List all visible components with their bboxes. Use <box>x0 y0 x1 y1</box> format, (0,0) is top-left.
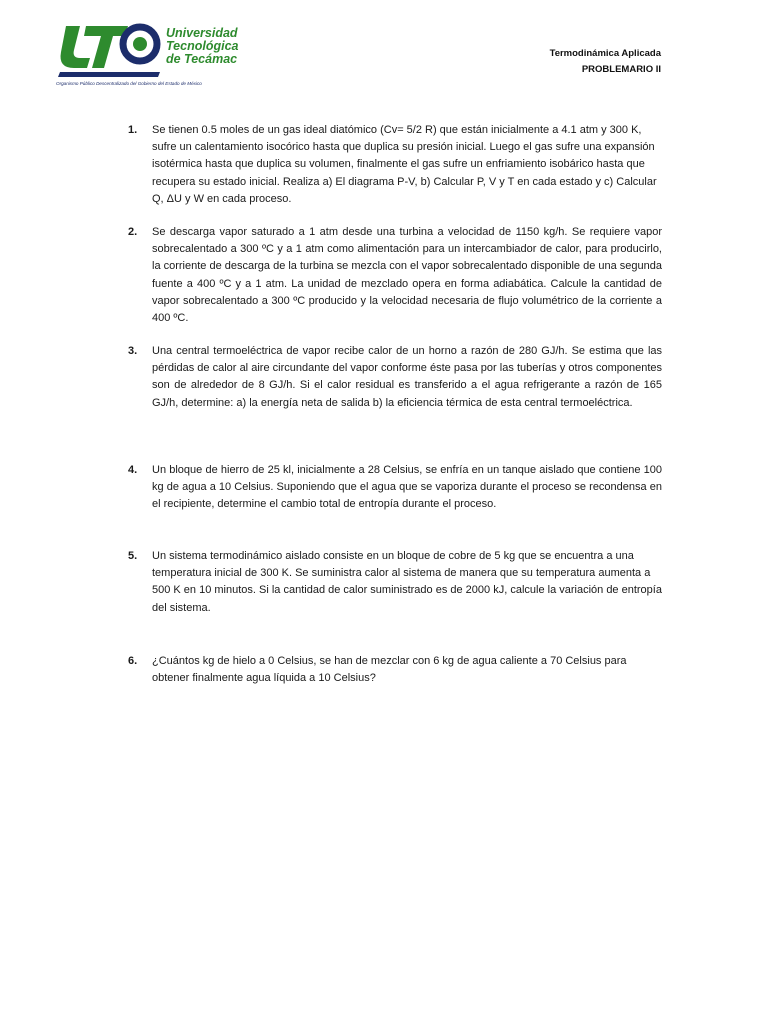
problem-set-title: PROBLEMARIO II <box>581 64 661 75</box>
problem-text: Se descarga vapor saturado a 1 atm desde una turbina a velocidad de 1150 kg/h. Se requiere vapor sobrecalentado a 300 ºC y a 1 atm como alimentación para un intercambiador de calor, para producirlo, la corriente de descarga de la turbina se mezcla con el vapor sobrecalentado disponible de una segunda fuente a 400 ºC y a 1 atm. La unidad de mezclado opera en forma adiabática. Calcule la cantidad de vapor sobrecalentado a 300 ºC producido y la velocidad necesaria de flujo volumétrico de la corriente a 400 ºC. <box>152 226 663 325</box>
university-name-line-2: Tecnológica <box>166 39 239 53</box>
problem-text: Un sistema termodinámico aislado consiste en un bloque de cobre de 5 kg que se encuentra a una temperatura inicial de 300 K. Se suministra calor al sistema de manera que su temperatura aumenta a 500 K en 10 minutos. Si la cantidad de calor suministrado es de 2000 kJ, calcule la variación de entropía del sistema. <box>152 550 662 614</box>
problem-text: Una central termoeléctrica de vapor recibe calor de un horno a razón de 280 GJ/h. Se estima que las pérdidas de calor al aire circundante del vapor conforme éste pasa por las tuberías y otros componentes son de alrededor de 8 GJ/h. Si el calor residual es transferido a el agua refrigerante a razón de 165 GJ/h, determine: a) la energía neta de salida b) la eficiencia térmica de esta central termoeléctrica. <box>152 345 662 409</box>
problem-number: 6. <box>128 655 138 667</box>
university-name <box>166 27 238 66</box>
ut-logo-mark-icon <box>56 20 166 80</box>
problem-number: 1. <box>128 124 138 136</box>
problem-number: 5. <box>128 550 138 562</box>
page-header <box>0 0 768 100</box>
course-title: Termodinámica Aplicada <box>549 48 661 59</box>
problem-text: ¿Cuántos kg de hielo a 0 Celsius, se han de mezclar con 6 kg de agua caliente a 70 Celsius para obtener finalmente agua líquida a 10 Celsius? <box>152 655 627 685</box>
university-name-line-1: Universidad <box>166 26 238 40</box>
problem-number: 3. <box>128 345 138 357</box>
document-heading <box>550 46 661 78</box>
university-subtitle: Organismo Público Descentralizado del Gobierno del Estado de México <box>56 81 202 86</box>
university-name-line-3: de Tecámac <box>166 52 238 66</box>
problem-text: Un bloque de hierro de 25 kl, inicialmente a 28 Celsius, se enfría en un tanque aislado que contiene 100 kg de agua a 10 Celsius. Suponiendo que el agua que se vaporiza durante el proceso se recondensa en el recipiente, determine el cambio total de entropía durante el proceso. <box>152 464 662 511</box>
problem-number: 2. <box>128 226 138 238</box>
problem-number: 4. <box>128 464 138 476</box>
university-logo <box>56 20 256 92</box>
problem-text: Se tienen 0.5 moles de un gas ideal diatómico (Cv= 5/2 R) que están inicialmente a 4.1 atm y 300 K, sufre un calentamiento isocórico hasta que duplica su presión inicial. Luego el gas sufre una expansión isotérmica hasta que duplica su volumen, finalmente el gas sufre un enfriamiento isobárico hasta que recupera su estado inicial. Realiza a) El diagrama P-V, b) Calcular P, V y T en cada estado y c) Calcular Q, ΔU y W en cada proceso. <box>152 124 657 205</box>
